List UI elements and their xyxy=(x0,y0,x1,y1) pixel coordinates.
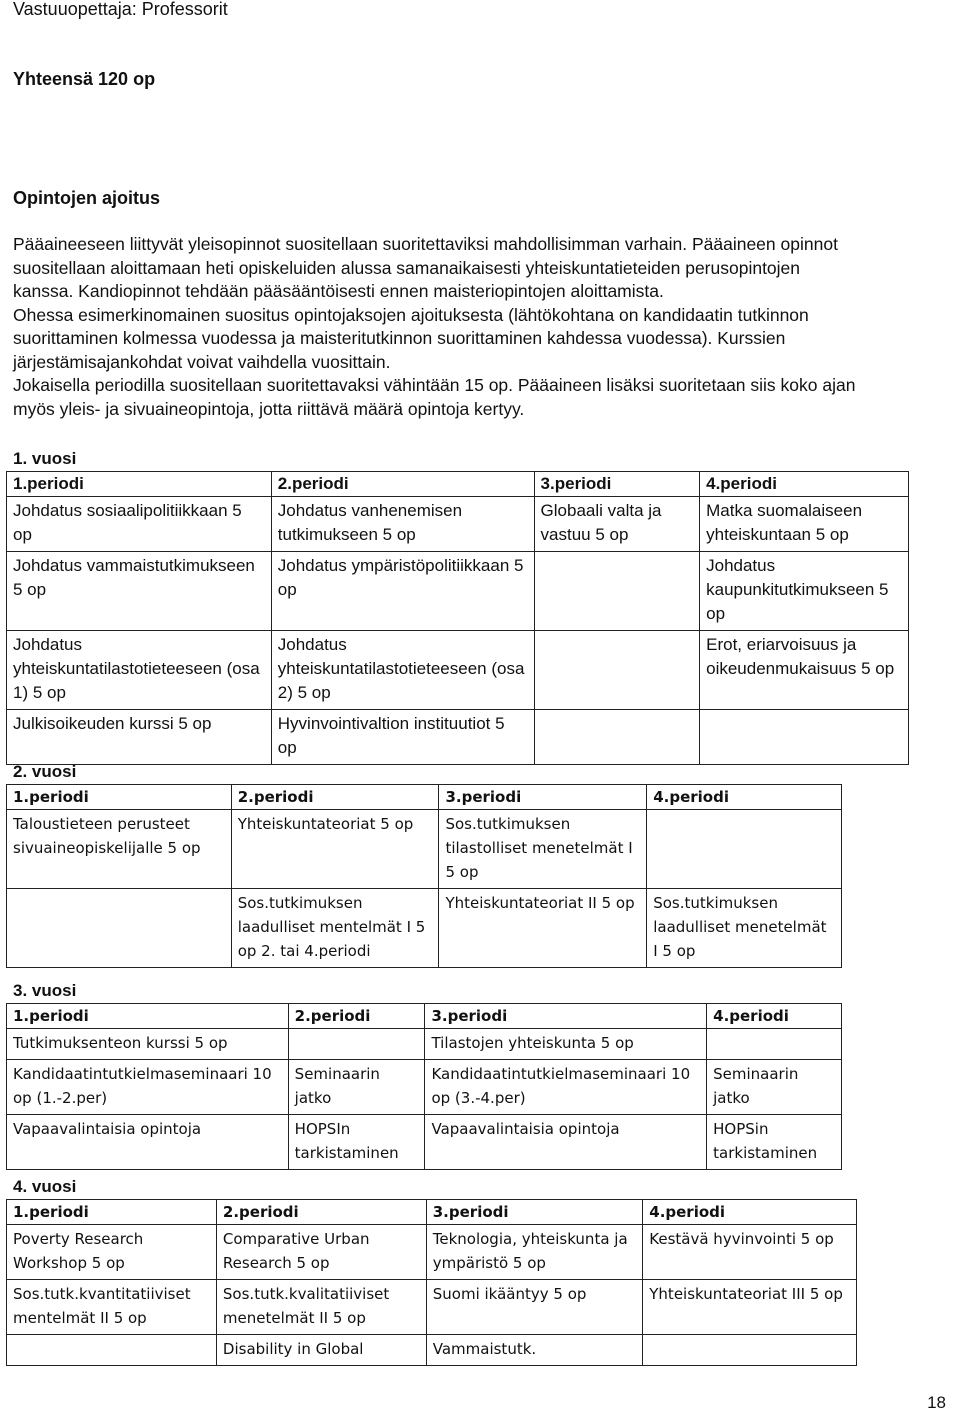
course-cell xyxy=(534,710,700,765)
period-header: 4.periodi xyxy=(707,1004,842,1029)
year-4-table xyxy=(6,1199,857,1366)
course-cell xyxy=(7,1335,217,1366)
course-cell: Yhteiskuntateoriat III 5 op xyxy=(643,1280,857,1335)
course-cell: Johdatus yhteiskuntatilastotieteeseen (osa 1) 5 op xyxy=(7,631,272,710)
course-cell: Seminaarin jatko xyxy=(288,1060,425,1115)
course-cell: Sos.tutkimuksen laadulliset mentelmät I 5 op 2. tai 4.periodi xyxy=(231,889,439,968)
period-header: 3.periodi xyxy=(439,785,647,810)
period-header: 3.periodi xyxy=(534,472,700,497)
year-1-label: 1. vuosi xyxy=(13,449,77,468)
course-cell: Kestävä hyvinvointi 5 op xyxy=(643,1225,857,1280)
period-header: 2.periodi xyxy=(271,472,534,497)
total-credits: Yhteensä 120 op xyxy=(13,69,156,89)
period-header: 4.periodi xyxy=(647,785,842,810)
period-header: 2.periodi xyxy=(288,1004,425,1029)
year-2-label: 2. vuosi xyxy=(13,762,77,781)
year-3-label: 3. vuosi xyxy=(13,981,77,1000)
course-cell xyxy=(534,552,700,631)
paragraph-line: kanssa. Kandiopinnot tehdään pääsääntöisesti ennen maisteriopintojen aloittamista. xyxy=(13,281,664,301)
course-cell: Johdatus ympäristöpolitiikkaan 5 op xyxy=(271,552,534,631)
course-cell: Seminaarin jatko xyxy=(707,1060,842,1115)
course-cell: Yhteiskuntateoriat 5 op xyxy=(231,810,439,889)
period-header: 2.periodi xyxy=(216,1200,426,1225)
course-cell: Julkisoikeuden kurssi 5 op xyxy=(7,710,272,765)
course-cell xyxy=(288,1029,425,1060)
course-cell: Erot, eriarvoisuus ja oikeudenmukaisuus 5 op xyxy=(700,631,909,710)
course-cell: Suomi ikääntyy 5 op xyxy=(426,1280,643,1335)
paragraph-line: Ohessa esimerkinomainen suositus opintojaksojen ajoituksesta (lähtökohtana on kandidaatin tutkinnon xyxy=(13,304,809,325)
table-row xyxy=(7,1060,842,1115)
period-header: 1.periodi xyxy=(7,472,272,497)
header-row xyxy=(7,1004,842,1029)
period-header: 4.periodi xyxy=(643,1200,857,1225)
course-cell: Sos.tutkimuksen laadulliset menetelmät I 5 op xyxy=(647,889,842,968)
table-row xyxy=(7,810,842,889)
course-cell xyxy=(700,710,909,765)
course-cell: Sos.tutk.kvantitatiiviset mentelmät II 5 op xyxy=(7,1280,217,1335)
course-cell: Tutkimuksenteon kurssi 5 op xyxy=(7,1029,289,1060)
table-row xyxy=(7,1335,857,1366)
course-cell: Johdatus yhteiskuntatilastotieteeseen (osa 2) 5 op xyxy=(271,631,534,710)
page-number: 18 xyxy=(927,1393,946,1412)
course-cell: HOPSIn tarkistaminen xyxy=(288,1115,425,1170)
course-cell xyxy=(647,810,842,889)
course-cell: Johdatus vammaistutkimukseen 5 op xyxy=(7,552,272,631)
responsible-teacher: Vastuuopettaja: Professorit xyxy=(13,0,228,19)
paragraph-line: järjestämisajankohdat voivat vaihdella vuosittain. xyxy=(13,351,391,372)
course-cell: Matka suomalaiseen yhteiskuntaan 5 op xyxy=(700,497,909,552)
course-cell: Sos.tutk.kvalitatiiviset menetelmät II 5 op xyxy=(216,1280,426,1335)
timing-paragraph xyxy=(13,233,958,421)
course-cell: Kandidaatintutkielmaseminaari 10 op (1.-2.per) xyxy=(7,1060,289,1115)
paragraph-line: suositellaan aloittamaan heti opiskeluiden alussa samanaikaisesti yhteiskuntatieteiden perusopintojen xyxy=(13,257,801,278)
table-row xyxy=(7,1225,857,1280)
course-cell: Yhteiskuntateoriat II 5 op xyxy=(439,889,647,968)
table-row xyxy=(7,552,909,631)
course-cell: Sos.tutkimuksen tilastolliset menetelmät I 5 op xyxy=(439,810,647,889)
course-cell: Disability in Global xyxy=(216,1335,426,1366)
paragraph-line: suorittaminen kolmessa vuodessa ja maisteritutkinnon suorittaminen kahdessa vuodessa). Kurssien xyxy=(13,328,786,348)
course-cell: Vammaistutk. xyxy=(426,1335,643,1366)
course-cell xyxy=(7,889,232,968)
course-cell: Hyvinvointivaltion instituutiot 5 op xyxy=(271,710,534,765)
period-header: 3.periodi xyxy=(425,1004,707,1029)
course-cell: Globaali valta ja vastuu 5 op xyxy=(534,497,700,552)
year-1-table xyxy=(6,471,909,765)
course-cell: Kandidaatintutkielmaseminaari 10 op (3.-4.per) xyxy=(425,1060,707,1115)
year-3-table xyxy=(6,1003,842,1170)
period-header: 1.periodi xyxy=(7,1200,217,1225)
year-4-label: 4. vuosi xyxy=(13,1177,77,1196)
course-cell: Vapaavalintaisia opintoja xyxy=(7,1115,289,1170)
period-header: 2.periodi xyxy=(231,785,439,810)
paragraph-line: myös yleis- ja sivuaineopintoja, jotta riittävä määrä opintoja kertyy. xyxy=(13,398,525,419)
paragraph-line: Jokaisella periodilla suositellaan suoritettavaksi vähintään 15 op. Pääaineen lisäksi suoritetaan siis koko ajan xyxy=(13,375,856,395)
course-cell: Johdatus sosiaalipolitiikkaan 5 op xyxy=(7,497,272,552)
course-cell: HOPSin tarkistaminen xyxy=(707,1115,842,1170)
period-header: 3.periodi xyxy=(426,1200,643,1225)
course-cell: Teknologia, yhteiskunta ja ympäristö 5 op xyxy=(426,1225,643,1280)
header-row xyxy=(7,472,909,497)
period-header: 1.periodi xyxy=(7,1004,289,1029)
course-cell: Comparative Urban Research 5 op xyxy=(216,1225,426,1280)
course-cell: Vapaavalintaisia opintoja xyxy=(425,1115,707,1170)
course-cell xyxy=(707,1029,842,1060)
course-cell: Poverty Research Workshop 5 op xyxy=(7,1225,217,1280)
paragraph-line: Pääaineeseen liittyvät yleisopinnot suositellaan suoritettaviksi mahdollisimman varhain. Pääaineen opinnot xyxy=(13,234,838,254)
table-row xyxy=(7,1280,857,1335)
table-row xyxy=(7,1115,842,1170)
period-header: 4.periodi xyxy=(700,472,909,497)
header-row xyxy=(7,1200,857,1225)
course-cell: Taloustieteen perusteet sivuaineopiskelijalle 5 op xyxy=(7,810,232,889)
table-row xyxy=(7,631,909,710)
course-cell: Tilastojen yhteiskunta 5 op xyxy=(425,1029,707,1060)
course-cell xyxy=(643,1335,857,1366)
year-2-table xyxy=(6,784,842,968)
table-row xyxy=(7,710,909,765)
section-title: Opintojen ajoitus xyxy=(13,188,160,208)
course-cell: Johdatus vanhenemisen tutkimukseen 5 op xyxy=(271,497,534,552)
header-row xyxy=(7,785,842,810)
period-header: 1.periodi xyxy=(7,785,232,810)
course-cell: Johdatus kaupunkitutkimukseen 5 op xyxy=(700,552,909,631)
course-cell xyxy=(534,631,700,710)
table-row xyxy=(7,889,842,968)
table-row xyxy=(7,497,909,552)
table-row xyxy=(7,1029,842,1060)
